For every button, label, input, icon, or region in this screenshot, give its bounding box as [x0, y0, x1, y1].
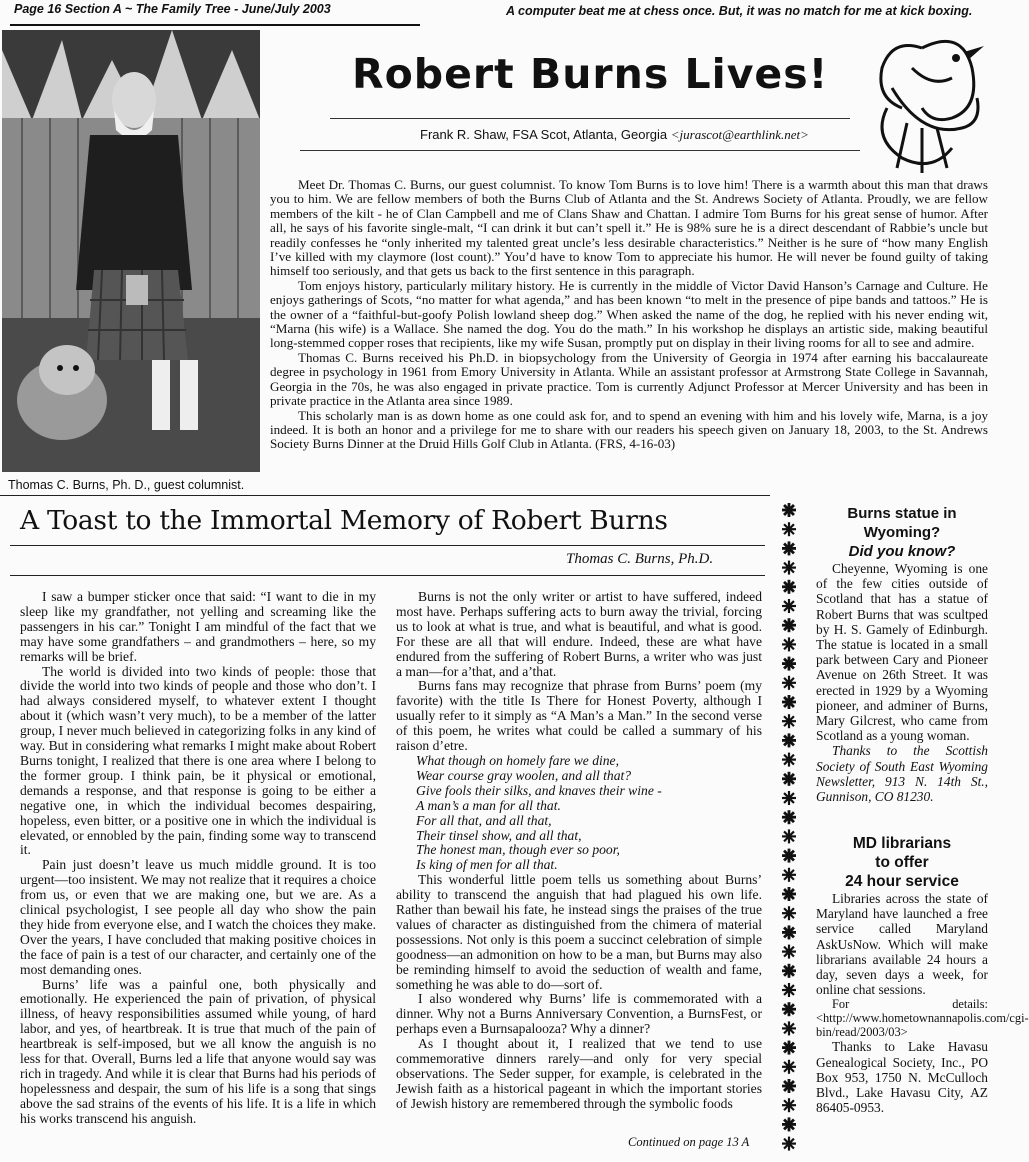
sidebar-subtitle: Did you know?	[848, 543, 956, 560]
article-paragraph: This wonderful little poem tells us something about Burns’ ability to transcend the anguish that had plagued his own life. Rather than bewail his fate, he instead sings the praises of the true values of character as distinguished from the chimera of material possessions. Not only is this poem a succinct celebration of simple goodness—an admonition on how to be a man, but Burns may also be reminding himself to avoid the seduction of wealth and fame, something he was able to do—sort of.	[396, 872, 762, 992]
sidebar-title: to offer	[875, 854, 929, 871]
asterisk-ornament-icon	[782, 1002, 796, 1016]
poem-line: What though on homely fare we dine,	[416, 752, 619, 768]
asterisk-ornament-icon	[782, 1117, 796, 1131]
intro-paragraph: Thomas C. Burns received his Ph.D. in biopsychology from the University of Georgia in 1974 after earning his baccalaureate degree in psychology in 1961 from Emory University in Atlanta. While an assistant professor at Armstrong State College in Savannah, Georgia in the 70s, he was also engaged in private practice. Tom is currently Adjunct Professor at Mercer University and has been in private practice in the Atlanta area since 1989.	[270, 349, 988, 409]
asterisk-ornament-icon	[782, 829, 796, 843]
asterisk-ornament-icon	[782, 695, 796, 709]
byline-email: <jurascot@earthlink.net>	[670, 127, 809, 142]
sidebar-title: Burns statue in	[847, 505, 957, 522]
photo-illustration	[2, 30, 260, 472]
sidebar-paragraph: Thanks to the Scottish Society of South East Wyoming Newsletter, 913 N. 14th St., Gunnison, CO 81230.	[816, 743, 988, 805]
article-paragraph: The world is divided into two kinds of people: those that divide the world into two kinds of people and those who don’t. I had always considered myself, to whatever extent I thought about it (which wasn’t very much), to be a member of the latter group, I never much believed in categorizing folks in any kind of way. But in considering what remarks I might make about Robert Burns tonight, I realized that there is one area where I belong to the former group. I think pain, be it physical or emotional, demands a response, and that response is going to be either a negative one, in which the individual becomes despairing, hopeless, even bitter, or a positive one in which the individual is elevated, or ennobled by the pain, finding some way to transcend it.	[20, 663, 376, 858]
asterisk-ornament-icon	[782, 1079, 796, 1093]
article-paragraph: As I thought about it, I realized that we tend to use commemorative dinners rarely—and only for very special observations. The Seder supper, for example, is celebrated in the Jewish faith as a historical pageant in which the important stories of Jewish history are remembered through the symbolic foods	[396, 1036, 762, 1111]
poem-line: Is king of men for all that.	[416, 857, 558, 873]
intro-paragraph: Meet Dr. Thomas C. Burns, our guest columnist. To know Tom Burns is to love him! There is a warmth about this man that draws you to him. We are fellow members of both the Burns Club of Atlanta and the St. Andrews Society of Atlanta. Proudly, we are fellow members of the kilt - he of Clan Campbell and me of Clans Shaw and Chattan. I admire Tom Burns for his great sense of humor. After all, he says of his favorite single-malt, “I can drink it but can’t spell it.” He is 98% sure he is a direct descendant of Rabbie’s uncle but readily confesses he “only inherited my talented great uncle’s less desirable characteristics.” Neither is he sure of “how many English I’ve killed with my claymore (lost count).” You’d have to know Tom to appreciate his humor. He will never be found guilty of taking himself too seriously, and that gets us back to the first sentence in this paragraph.	[270, 177, 988, 279]
asterisk-ornament-icon	[782, 657, 796, 671]
sidebar-title: Wyoming?	[863, 524, 941, 541]
article-paragraph: Pain just doesn’t leave us much middle ground. It is too urgent—too insistent. We may not realize that it requires a choice from us, or even that we are making one, but we are. As a clinical psychologist, I see people all day who show the pain they hide from everyone else, and I watch the choices they make. Over the years, I have concluded that making positive choices in the face of pain is a test of our character, and certainly one of the most demanding ones.	[20, 857, 376, 977]
asterisk-ornament-icon	[782, 522, 796, 536]
article-paragraph: I also wondered why Burns’ life is commemorated with a dinner. Why not a Burns Anniversary Convention, a BurnsFest, or perhaps even a Burnsapalooza? Why a dinner?	[396, 991, 762, 1037]
poem-line: Their tinsel show, and all that,	[416, 827, 582, 843]
sidebar-title: 24 hour service	[845, 873, 959, 890]
asterisk-ornament-icon	[782, 791, 796, 805]
asterisk-ornament-icon	[782, 1021, 796, 1035]
asterisk-ornament-icon	[782, 599, 796, 613]
asterisk-ornament-icon	[782, 1060, 796, 1074]
article-column-2	[396, 590, 762, 1112]
asterisk-ornament-icon	[782, 637, 796, 651]
sidebar-paragraph: Cheyenne, Wyoming is one of the few cities outside of Scotland that has a statue of Robert Burns that was scultped by H. S. Gamely of Edinburgh. The statue is located in a small park between Cary and Pioneer Avenue on 26th Street. It was erected in 1929 by a Wyoming pioneer, and adminer of Burns, Mary Gilcrest, who came from Scotland as a young woman.	[816, 561, 988, 744]
asterisk-ornament-icon	[782, 887, 796, 901]
article-paragraph: Burns fans may recognize that phrase from Burns’ poem (my favorite) with the title Is There for Honest Poverty, although I usually refer to it simply as “A Man’s a Man.” In the second verse of this poem, he writes what could be called a summary of his raison d’etre.	[396, 678, 762, 754]
sidebar-md-librarians	[816, 834, 1029, 1116]
asterisk-ornament-icon	[782, 964, 796, 978]
article-paragraph: Burns is not the only writer or artist to have suffered, indeed most have. Perhaps suffering acts to burn away the trivial, forcing us to look at what is true, and what is beautiful, and what is good. For these are all that will endure. Indeed, these are what have endured from the suffering of Robert Burns, a writer who was just a man—for a’that, and a’that.	[396, 589, 762, 679]
header-quip: A computer beat me at chess once. But, it was no match for me at kick boxing.	[506, 4, 973, 18]
header-divider	[10, 24, 420, 26]
asterisk-ornament-icon	[782, 1098, 796, 1112]
asterisk-ornament-icon	[782, 618, 796, 632]
poem-line: Wear course gray woolen, and all that?	[416, 767, 632, 783]
asterisk-ornament-icon	[782, 561, 796, 575]
asterisk-ornament-icon	[782, 714, 796, 728]
page-header: Page 16 Section A ~ The Family Tree - June/July 2003	[14, 2, 331, 16]
section-divider	[0, 495, 770, 496]
article-column-1	[20, 590, 376, 1127]
asterisk-ornament-icon	[782, 541, 796, 555]
byline-underline	[10, 575, 765, 576]
asterisk-ornament-icon	[782, 1041, 796, 1055]
asterisk-ornament-icon	[782, 945, 796, 959]
asterisk-ornament-icon	[782, 1137, 796, 1151]
feature-intro	[270, 178, 988, 452]
asterisk-ornament-icon	[782, 772, 796, 786]
title-divider	[330, 118, 850, 119]
poem-line: A man’s a man for all that.	[416, 797, 561, 813]
asterisk-ornament-icon	[782, 906, 796, 920]
feature-byline	[420, 127, 809, 143]
asterisk-ornament-icon	[782, 925, 796, 939]
sidebar-paragraph: Libraries across the state of Maryland have launched a free service called Maryland AskUsNow. Which will make librarians available 24 hours a day, seven days a week, for online chat sessions.	[816, 891, 988, 998]
asterisk-ornament-icon	[782, 849, 796, 863]
asterisk-ornament-icon	[782, 983, 796, 997]
article-byline: Thomas C. Burns, Ph.D.	[566, 551, 714, 567]
sidebar-title: MD librarians	[852, 835, 952, 852]
poem-line: Give fools their silks, and knaves their wine -	[416, 782, 662, 798]
celtic-bird-icon	[852, 28, 988, 178]
byline-divider	[300, 150, 860, 151]
asterisk-ornament-icon	[782, 753, 796, 767]
asterisk-ornament-icon	[782, 868, 796, 882]
asterisk-border-icon	[778, 500, 800, 1155]
asterisk-ornament-icon	[782, 733, 796, 747]
article-title-underline	[10, 545, 765, 546]
columnist-photo	[2, 30, 260, 472]
asterisk-ornament-icon	[782, 676, 796, 690]
article-title: A Toast to the Immortal Memory of Robert Burns	[20, 505, 668, 536]
byline-author: Frank R. Shaw, FSA Scot, Atlanta, Georgia	[420, 127, 668, 142]
poem-line: The honest man, though ever so poor,	[416, 842, 620, 858]
article-paragraph: Burns’ life was a painful one, both physically and emotionally. He experienced the pain of privation, of physical illness, of heavy responsibilities assumed while young, of hard labor, and yes, of heartbreak. It is true that much of the pain of heartbreak is self-imposed, but we all know the anguish is no less for that. Overall, Burns led a life that anyone would say was rich in tragedy. And while it is clear that Burns had his periods of hopelessness and despair, the sum of his life is a song that sings above the sad strains of the events of his life. It is a life in which his works transcend his anguish.	[20, 976, 376, 1126]
photo-caption: Thomas C. Burns, Ph. D., guest columnist.	[8, 478, 245, 492]
intro-paragraph: Tom enjoys history, particularly military history. He is currently in the middle of Victor David Hanson’s Carnage and Culture. He enjoys gatherings of Scots, “no matter for what agenda,” and has been known “to melt in the presence of pipe bands and tattoos.” He is the owner of a “faithful-but-goofy Polish lowland sheep dog.” When asked the name of the dog, he replied with his never ending wit, “Marna (his wife) is a Wallace. She named the dog. You do the math.” In his workshop he displays an artistic side, making beautiful long-stemmed copper roses that recipients, like my wife Susan, promptly put on display in their living rooms for all to see and admire.	[270, 277, 988, 351]
feature-title: Robert Burns Lives!	[352, 50, 829, 98]
asterisk-ornament-icon	[782, 503, 796, 517]
asterisk-ornament-icon	[782, 810, 796, 824]
intro-paragraph: This scholarly man is as down home as one could ask for, and to spend an evening with him and his lovely wife, Marna, is a joy indeed. It is both an honor and a privilege for me to share with our readers his speech given on January 18, 2003, to the St. Andrews Society Burns Dinner at the Druid Hills Golf Club in Atlanta. (FRS, 4-16-03)	[270, 407, 988, 452]
article-paragraph: I saw a bumper sticker once that said: “I want to die in my sleep like my grandfather, not yelling and screaming like the passengers in his car.” Tonight I am mindful of the fact that we may have some grandfathers – and grandmothers – here, so my remarks will be brief.	[20, 589, 376, 664]
sidebar-wyoming	[816, 504, 988, 804]
sidebar-paragraph: For details: <http://www.hometownannapolis.com/cgi-bin/read/2003/03>	[816, 997, 1029, 1040]
sidebar-paragraph: Thanks to Lake Havasu Genealogical Society, Inc., PO Box 953, 1750 N. McCulloch Blvd., Lake Havasu City, AZ 86405-0953.	[816, 1039, 988, 1116]
asterisk-ornament-icon	[782, 580, 796, 594]
continued-note: Continued on page 13 A	[628, 1135, 750, 1149]
ornament-divider	[778, 500, 800, 1155]
poem-line: For all that, and all that,	[416, 812, 552, 828]
